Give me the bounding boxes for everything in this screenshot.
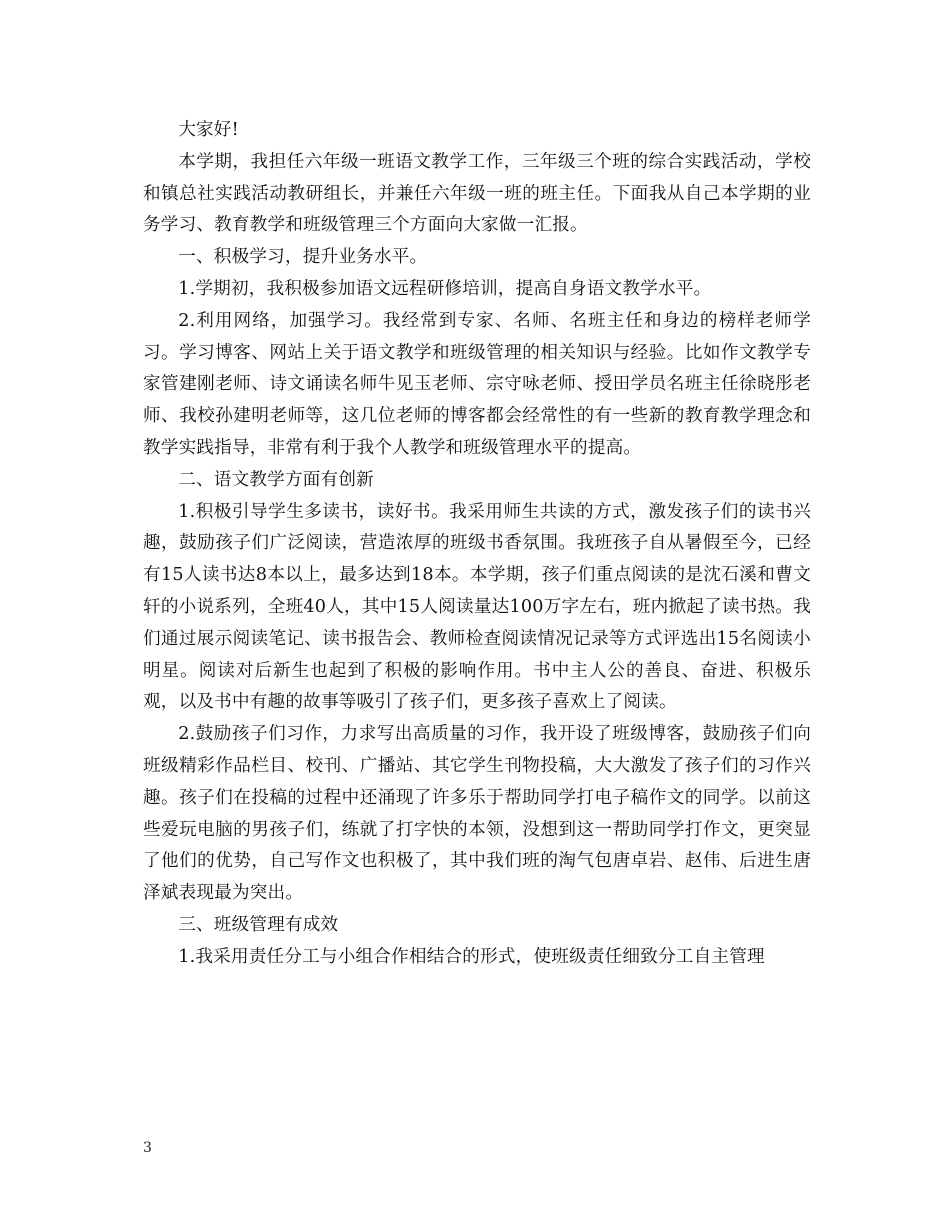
greeting-paragraph: 大家好! bbox=[178, 120, 239, 140]
document-body bbox=[143, 115, 811, 974]
teaching-item-2: 2.鼓励孩子们习作，力求写出高质量的习作，我开设了班级博客，鼓励孩子们向班级精彩作品栏目、校刊、广播站、其它学生刊物投稿，大大激发了孩子们的习作兴趣。孩子们在投稿的过程中还涌现了许多乐于帮助同学打电子稿作文的同学。以前这些爱玩电脑的男孩子们，练就了打字快的本领，没想到这一帮助同学打作文，更突显了他们的优势，自己写作文也积极了，其中我们班的淘气包唐卓岩、赵伟、后进生唐泽斌表现最为突出。 bbox=[143, 724, 811, 904]
study-item-1: 1.学期初，我积极参加语文远程研修培训，提高自身语文教学水平。 bbox=[178, 278, 712, 299]
section-heading-teaching: 二、语文教学方面有创新 bbox=[178, 469, 374, 490]
study-item-2: 2.利用网络，加强学习。我经常到专家、名师、名班主任和身边的榜样老师学习。学习博客、网站上关于语文教学和班级管理的相关知识与经验。比如作文教学专家管建刚老师、诗文诵读名师牛见玉老师、宗守咏老师、授田学员名班主任徐晓彤老师、我校孙建明老师等，这几位老师的博客都会经常性的有一些新的教育教学理念和教学实践指导，非常有利于我个人教学和班级管理水平的提高。 bbox=[143, 310, 811, 458]
section-heading-study: 一、积极学习，提升业务水平。 bbox=[178, 247, 428, 268]
section-heading-management: 三、班级管理有成效 bbox=[178, 914, 339, 935]
management-item-1: 1.我采用责任分工与小组合作相结合的形式，使班级责任细致分工自主管理 bbox=[178, 946, 765, 967]
intro-paragraph: 本学期，我担任六年级一班语文教学工作，三年级三个班的综合实践活动，学校和镇总社实践活动教研组长，并兼任六年级一班的班主任。下面我从自己本学期的业务学习、教育教学和班级管理三个方面向大家做一汇报。 bbox=[143, 151, 811, 236]
page-number: 3 bbox=[143, 1140, 152, 1156]
teaching-item-1: 1.积极引导学生多读书，读好书。我采用师生共读的方式，激发孩子们的读书兴趣，鼓励孩子们广泛阅读，营造浓厚的班级书香氛围。我班孩子自从暑假至今，已经有15人读书达8本以上，最多达到18本。本学期，孩子们重点阅读的是沈石溪和曹文轩的小说系列，全班40人，其中15人阅读量达100万字左右，班内掀起了读书热。我们通过展示阅读笔记、读书报告会、教师检查阅读情况记录等方式评选出15名阅读小明星。阅读对后新生也起到了积极的影响作用。书中主人公的善良、奋进、积极乐观，以及书中有趣的故事等吸引了孩子们，更多孩子喜欢上了阅读。 bbox=[143, 501, 811, 713]
